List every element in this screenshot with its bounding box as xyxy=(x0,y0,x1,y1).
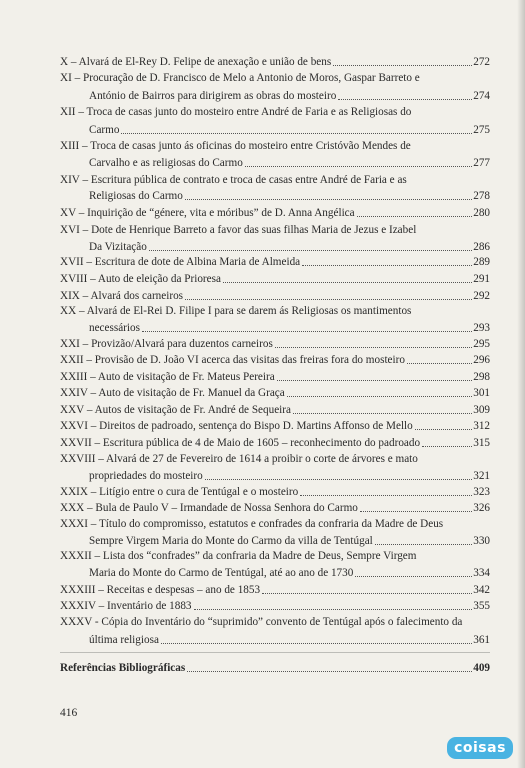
references-entry xyxy=(60,662,490,674)
toc-entry-title: XI – Procuração de D. Francisco de Melo a Antonio de Moros, Gaspar Barreto e xyxy=(60,72,420,84)
toc-entry-title: XVIII – Auto de eleição da Prioresa xyxy=(60,273,221,285)
toc-entry xyxy=(60,600,490,612)
toc-page-number: 296 xyxy=(473,354,490,366)
toc-entry-title: XXII – Provisão de D. João VI acerca das visitas das freiras fora do mosteiro xyxy=(60,354,405,366)
toc-entry xyxy=(60,420,490,432)
toc-entry-title: XXVI – Direitos de padroado, sentença do Bispo D. Martins Affonso de Mello xyxy=(60,420,413,432)
toc-entry-title: Carmo xyxy=(89,124,120,136)
toc-entry xyxy=(60,354,490,366)
toc-entry xyxy=(60,404,490,416)
toc-entry-title: XXVIII – Alvará de 27 de Fevereiro de 1614 a proibir o corte de árvores e mato xyxy=(60,453,418,465)
toc-entry xyxy=(60,437,490,449)
toc-page-number: 293 xyxy=(473,322,490,334)
toc-entry-title: Religiosas do Carmo xyxy=(89,190,183,202)
dot-leader xyxy=(149,250,472,251)
toc-entry xyxy=(60,502,490,514)
toc-entry xyxy=(60,371,490,383)
toc-entry-title: António de Bairros para dirigirem as obras do mosteiro xyxy=(89,90,337,102)
dot-leader xyxy=(355,576,472,577)
toc-page-number: 295 xyxy=(473,338,490,350)
dot-leader xyxy=(275,347,472,348)
toc-page-number: 301 xyxy=(473,387,490,399)
toc-entry xyxy=(89,157,490,169)
toc-page-number: 289 xyxy=(473,256,490,268)
toc-entry-title: Maria do Monte do Carmo de Tentúgal, até ao ano de 1730 xyxy=(89,567,354,579)
toc-page-number: 286 xyxy=(473,241,490,253)
toc-page-number: 274 xyxy=(473,90,490,102)
toc-entry-title: XXVII – Escritura pública de 4 de Maio de 1605 – reconhecimento do padroado xyxy=(60,437,421,449)
toc-entry-title: XX – Alvará de El-Rei D. Filipe I para se darem ás Religiosas os mantimentos xyxy=(60,305,412,317)
toc-entry xyxy=(89,124,490,136)
page-edge-shadow xyxy=(517,0,525,768)
toc-entry xyxy=(89,322,490,334)
toc-page-number: 278 xyxy=(473,190,490,202)
toc-entry-title: Carvalho e as religiosas do Carmo xyxy=(89,157,243,169)
toc-page-number: 272 xyxy=(473,56,490,68)
toc-page-number: 361 xyxy=(473,634,490,646)
toc-entry-title: XIII – Troca de casas junto ás oficinas do mosteiro entre Cristóvão Mendes de xyxy=(60,140,411,152)
dot-leader xyxy=(185,199,472,200)
toc-entry-title: XVI – Dote de Henrique Barreto a favor das suas filhas Maria de Jezus e Izabel xyxy=(60,224,417,236)
toc-entry-title: XV – Inquirição de “génere, vita e móribus” de D. Anna Angélica xyxy=(60,207,355,219)
toc-entry-title: XXV – Autos de visitação de Fr. André de Sequeira xyxy=(60,404,291,416)
dot-leader xyxy=(300,495,472,496)
toc-entry-title: XXXV - Cópia do Inventário do “suprimido” convento de Tentúgal após o falecimento da xyxy=(60,616,463,628)
toc-page-number: 323 xyxy=(473,486,490,498)
toc-page-number: 280 xyxy=(473,207,490,219)
toc-page-number: 291 xyxy=(473,273,490,285)
toc-entry xyxy=(89,90,490,102)
toc-entry xyxy=(89,241,490,253)
toc-entry xyxy=(60,273,490,285)
toc-entry xyxy=(60,256,490,268)
toc-entry-title: Da Vizitação xyxy=(89,241,147,253)
dot-leader xyxy=(333,65,472,66)
toc-page-number: 326 xyxy=(473,502,490,514)
toc-entry-title: XXX – Bula de Paulo V – Irmandade de Nossa Senhora do Carmo xyxy=(60,502,358,514)
toc-entry-title: XIV – Escritura pública de contrato e troca de casas entre André de Faria e as xyxy=(60,174,407,186)
toc-entry-title: Sempre Virgem Maria do Monte do Carmo da villa de Tentúgal xyxy=(89,535,373,547)
references-page-number: 409 xyxy=(473,662,490,674)
toc-entry-title: XXXIII – Receitas e despesas – ano de 1853 xyxy=(60,584,261,596)
toc-entry-title: X – Alvará de El-Rey D. Felipe de anexação e união de bens xyxy=(60,56,332,68)
dot-leader xyxy=(338,99,472,100)
dot-leader xyxy=(161,643,472,644)
toc-entry-title: necessários xyxy=(89,322,140,334)
dot-leader xyxy=(415,429,472,430)
toc-entry-title: XXXIV – Inventário de 1883 xyxy=(60,600,192,612)
toc-entry xyxy=(60,338,490,350)
toc-page-number: 334 xyxy=(473,567,490,579)
toc-page-number: 330 xyxy=(473,535,490,547)
toc-entry-title: propriedades do mosteiro xyxy=(89,470,203,482)
toc-page-number: 355 xyxy=(473,600,490,612)
dot-leader xyxy=(360,511,472,512)
dot-leader xyxy=(142,331,472,332)
toc-entry-title: XXI – Provizão/Alvará para duzentos carneiros xyxy=(60,338,273,350)
toc-entry-title: XIX – Alvará dos carneiros xyxy=(60,290,184,302)
toc-page-number: 277 xyxy=(473,157,490,169)
faint-rule xyxy=(60,652,490,653)
dot-leader xyxy=(185,299,472,300)
toc-entry-title: XII – Troca de casas junto do mosteiro entre André de Faria e as Religiosas do xyxy=(60,106,412,118)
toc-entry xyxy=(89,567,490,579)
toc-entry xyxy=(60,486,490,498)
dot-leader xyxy=(187,671,472,672)
toc-page-number: 298 xyxy=(473,371,490,383)
references-title: Referências Bibliográficas xyxy=(60,662,186,674)
toc-entry xyxy=(60,290,490,302)
dot-leader xyxy=(262,593,472,594)
dot-leader xyxy=(293,413,472,414)
toc-page-number: 315 xyxy=(473,437,490,449)
toc-page-number: 312 xyxy=(473,420,490,432)
toc-page-number: 292 xyxy=(473,290,490,302)
toc-entry xyxy=(60,207,490,219)
toc-entry xyxy=(89,470,490,482)
dot-leader xyxy=(407,363,472,364)
toc-entry-title: última religiosa xyxy=(89,634,159,646)
dot-leader xyxy=(205,479,473,480)
toc-entry xyxy=(89,634,490,646)
coisas-logo: coisas xyxy=(447,737,513,759)
toc-entry-title: XXIII – Auto de visitação de Fr. Mateus Pereira xyxy=(60,371,275,383)
toc-page-number: 321 xyxy=(473,470,490,482)
toc-entry xyxy=(89,535,490,547)
toc-entry-title: XXXII – Lista dos “confrades” da confraria da Madre de Deus, Sempre Virgem xyxy=(60,550,417,562)
toc-page-number: 309 xyxy=(473,404,490,416)
toc-entry xyxy=(60,56,490,68)
page-number: 416 xyxy=(60,707,78,719)
dot-leader xyxy=(302,265,472,266)
toc-page-number: 275 xyxy=(473,124,490,136)
dot-leader xyxy=(245,166,472,167)
dot-leader xyxy=(121,133,472,134)
toc-entry-title: XXXI – Título do compromisso, estatutos e confrades da confraria da Madre de Deus xyxy=(60,518,444,530)
dot-leader xyxy=(194,609,473,610)
toc-entry xyxy=(60,584,490,596)
toc-entry-title: XVII – Escritura de dote de Albina Maria de Almeida xyxy=(60,256,301,268)
dot-leader xyxy=(287,396,472,397)
dot-leader xyxy=(422,446,472,447)
toc-entry-title: XXIV – Auto de visitação de Fr. Manuel da Graça xyxy=(60,387,285,399)
dot-leader xyxy=(375,544,472,545)
toc-entry xyxy=(60,387,490,399)
toc-entry xyxy=(89,190,490,202)
dot-leader xyxy=(277,380,473,381)
dot-leader xyxy=(357,216,473,217)
toc-entry-title: XXIX – Litígio entre o cura de Tentúgal e o mosteiro xyxy=(60,486,299,498)
toc-page-number: 342 xyxy=(473,584,490,596)
dot-leader xyxy=(223,282,472,283)
